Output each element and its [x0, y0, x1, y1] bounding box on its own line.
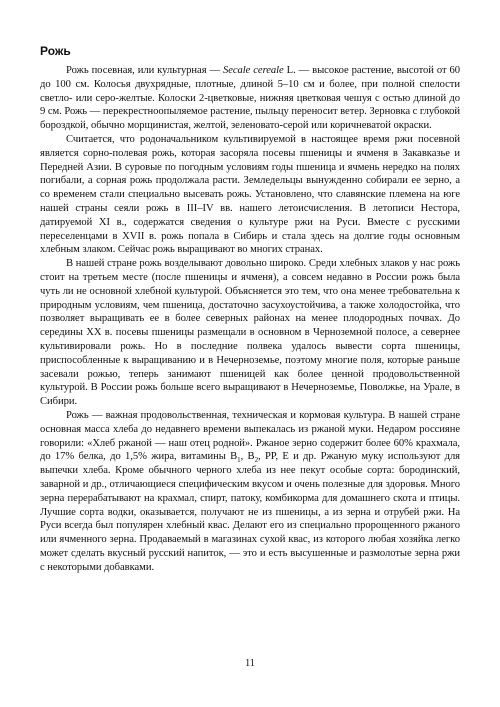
page-number: 11 [244, 658, 256, 669]
subscript: 1 [237, 456, 241, 465]
paragraph-description [40, 64, 460, 133]
section-title: Рожь [40, 44, 71, 58]
subscript: 2 [254, 456, 259, 465]
text-run: , B [240, 451, 255, 463]
paragraph-origin: Считается, что родоначальником культивируемой в настоящее время ржи посевной является сорно-полевая рожь, которая засоряла посевы пшеницы и ячменя в Закавказье и Передней Азии. В суровые по погодным условиям годы пшеница и ячмень нередко на полях погибали, а сорная рожь продолжала расти. Земледельцы вынужденно собирали ее зерно, а со временем стали специально высевать рожь. Установлено, что славянские племена на юге нашей страны сеяли рожь в III–IV вв. нашего летоисчисления. В летописи Нестора, датируемой XI в., содержатся сведения о культуре ржи на Руси. Вместе с русскими переселенцами в XVII в. рожь попала в Сибирь и стала здесь на долгие годы основным хлебным злаком. Сейчас рожь выращивают во многих странах. [40, 133, 460, 256]
paragraph-cultivation: В нашей стране рожь возделывают довольно широко. Среди хлебных злаков у нас рожь стоит на третьем месте (после пшеницы и ячменя), а совсем недавно в России рожь была чуть ли не основной хлебной культурой. Объясняется это тем, что она менее требовательна к природным условиям, чем пшеница, достаточно засухоустойчива, а также холодостойка, что позволяет выращивать ее в более северных районах на менее плодородных почвах. До середины XX в. посевы пшеницы размещали в основном в Черноземной полосе, а севернее культивировали рожь. Но в последние полвека удалось вывести сорта пшеницы, приспособленные к выращиванию и в Нечерноземье, поэтому многие поля, которые раньше засевали рожью, теперь занимают пшеницей как более ценной продовольственной культурой. В России рожь больше всего выращивают в Нечерноземье, Поволжье, на Урале, в Сибири. [40, 258, 460, 408]
latin-name: Secale cereale [222, 65, 284, 76]
paragraph-uses [40, 409, 460, 575]
text-run: Рожь посевная, или культурная — [66, 65, 223, 76]
text-run: , PP, E и др. Ржаную муку используют для выпечки хлеба. Кроме обычного черного хлеба из нее пекут особые сорта: бородинский, заварной и др., отличающиеся специфическим вкусом и очень полезные для здоровья. Много зерна перерабатывают на крахмал, спирт, патоку, комбикорма для домашнего скота и птицы. Лучшие сорта водки, оказывается, получают не из пшеницы, а из зерна и отрубей ржи. На Руси всегда был популярен хлебный квас. Делают его из специально пророщенного ржаного или ячменного зерна. Продаваемый в магазинах сухой квас, из которого любая хозяйка легко может сделать вкусный русский напиток, — это и есть высушенные и размолотые зерна ржи с некоторыми добавками. [40, 451, 461, 573]
text-run: L. — высокое растение, высотой от 60 до 100 см. Колосья двухрядные, плотные, длиной 5–10 см и более, при полной спелости светло- или серо-желтые. Колоски 2-цветковые, нижняя цветковая чешуя с остью длиной до 9 см. Рожь — перекрестноопыляемое растение, пыльцу переносит ветер. Зерновка с глубокой бороздкой, обычно морщинистая, желтой, зеленовато-серой или коричневатой окраски. [40, 65, 461, 132]
text-run: Рожь — важная продовольственная, техническая и кормовая культура. В нашей стране основная масса хлеба до недавнего времени выпекалась из ржаной муки. Недаром россияне говорили: «Хлеб ржаной — наш отец родной». Ржаное зерно содержит более 60% крахмала, до 17% белка, до 1,5% жира, витамины B [40, 409, 460, 463]
